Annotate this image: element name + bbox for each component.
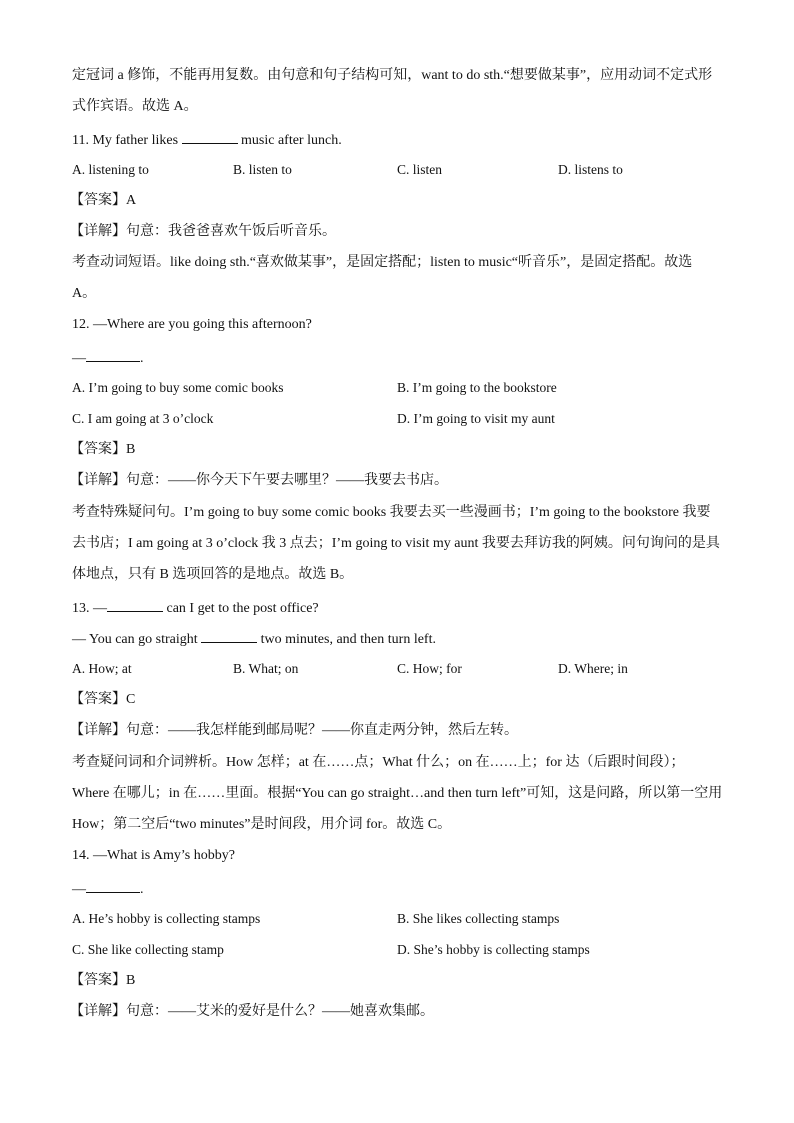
question-14-reply-prefix: — xyxy=(72,882,86,897)
question-12-option-d: D. I’m going to visit my aunt xyxy=(397,411,555,426)
answer-blank xyxy=(86,878,140,893)
question-11-option-a: A. listening to xyxy=(72,162,149,177)
question-12-analysis-line-1: 考查特殊疑问句。I’m going to buy some comic books 我要去买一些漫画书；I’m going to the bookstore 我要 xyxy=(72,505,711,520)
question-11-option-d: D. listens to xyxy=(558,162,623,177)
question-14-reply xyxy=(72,878,732,900)
question-11-option-c: C. listen xyxy=(397,162,443,177)
question-14-option-b: B. She likes collecting stamps xyxy=(397,911,560,926)
question-13-analysis-line-3: How；第二空后“two minutes”是时间段，用介词 for。故选 C。 xyxy=(72,817,452,832)
intro-line-1: 定冠词 a 修饰，不能再用复数。由句意和句子结构可知，want to do sth.“想要做某事”，应用动词不定式形 xyxy=(72,68,713,83)
question-13-answer: 【答案】C xyxy=(70,692,136,707)
question-11-analysis-line-2: A。 xyxy=(72,286,97,301)
intro-line-2: 式作宾语。故选 A。 xyxy=(72,99,198,114)
question-12-analysis-line-3: 体地点，只有 B 选项回答的是地点。故选 B。 xyxy=(72,567,354,582)
question-12-option-b: B. I’m going to the bookstore xyxy=(397,380,557,395)
question-14-option-a: A. He’s hobby is collecting stamps xyxy=(72,911,261,926)
question-14-option-c: C. She like collecting stamp xyxy=(72,942,224,957)
question-13-option-c: C. How; for xyxy=(397,661,462,676)
question-11-stem xyxy=(72,129,732,151)
question-13-detail: 【详解】句意：——我怎样能到邮局呢？——你直走两分钟，然后左转。 xyxy=(70,723,518,738)
answer-blank xyxy=(182,129,238,144)
question-11-option-b: B. listen to xyxy=(233,162,292,177)
question-14-stem: 14. —What is Amy’s hobby? xyxy=(72,848,235,863)
question-13-reply xyxy=(72,628,732,650)
question-12-answer: 【答案】B xyxy=(70,442,136,457)
question-12-analysis-line-2: 去书店；I am going at 3 o’clock 我 3 点去；I’m going to visit my aunt 我要去拜访我的阿姨。问句询问的是具 xyxy=(72,536,720,551)
question-11-stem-after: music after lunch. xyxy=(237,133,342,148)
question-13-analysis-line-1: 考查疑问词和介词辨析。How 怎样；at 在……点；What 什么；on 在……上；for 达（后跟时间段）； xyxy=(72,755,685,770)
question-11-stem-before: 11. My father likes xyxy=(72,133,182,148)
question-14-option-d: D. She’s hobby is collecting stamps xyxy=(397,942,590,957)
question-13-option-b: B. What; on xyxy=(233,661,299,676)
question-13-stem-before: 13. — xyxy=(72,601,107,616)
question-12-detail: 【详解】句意：——你今天下午要去哪里？——我要去书店。 xyxy=(70,473,448,488)
question-13-option-d: D. Where; in xyxy=(558,661,628,676)
question-12-reply-prefix: — xyxy=(72,351,86,366)
question-13-stem-after: can I get to the post office? xyxy=(163,601,319,616)
question-11-answer: 【答案】A xyxy=(70,193,137,208)
question-13-analysis-line-2: Where 在哪儿；in 在……里面。根据“You can go straight…and then turn left”可知，这是问路，所以第一空用 xyxy=(72,786,723,801)
question-13-stem xyxy=(72,597,732,619)
question-12-option-a: A. I’m going to buy some comic books xyxy=(72,380,284,395)
question-11-analysis-line-1: 考查动词短语。like doing sth.“喜欢做某事”，是固定搭配；listen to music“听音乐”，是固定搭配。故选 xyxy=(72,255,693,270)
question-12-stem: 12. —Where are you going this afternoon? xyxy=(72,317,312,332)
answer-blank xyxy=(201,628,257,643)
question-14-answer: 【答案】B xyxy=(70,973,136,988)
question-13-option-a: A. How; at xyxy=(72,661,132,676)
question-11-detail: 【详解】句意：我爸爸喜欢午饭后听音乐。 xyxy=(70,224,336,239)
question-12-reply xyxy=(72,347,732,369)
question-12-option-c: C. I am going at 3 o’clock xyxy=(72,411,214,426)
question-14-detail: 【详解】句意：——艾米的爱好是什么？——她喜欢集邮。 xyxy=(70,1004,434,1019)
question-13-reply-after: two minutes, and then turn left. xyxy=(257,632,436,647)
answer-blank xyxy=(107,597,163,612)
answer-blank xyxy=(86,347,140,362)
question-14-reply-suffix: . xyxy=(140,882,144,897)
question-13-reply-before: — You can go straight xyxy=(72,632,202,647)
question-12-reply-suffix: . xyxy=(140,351,144,366)
